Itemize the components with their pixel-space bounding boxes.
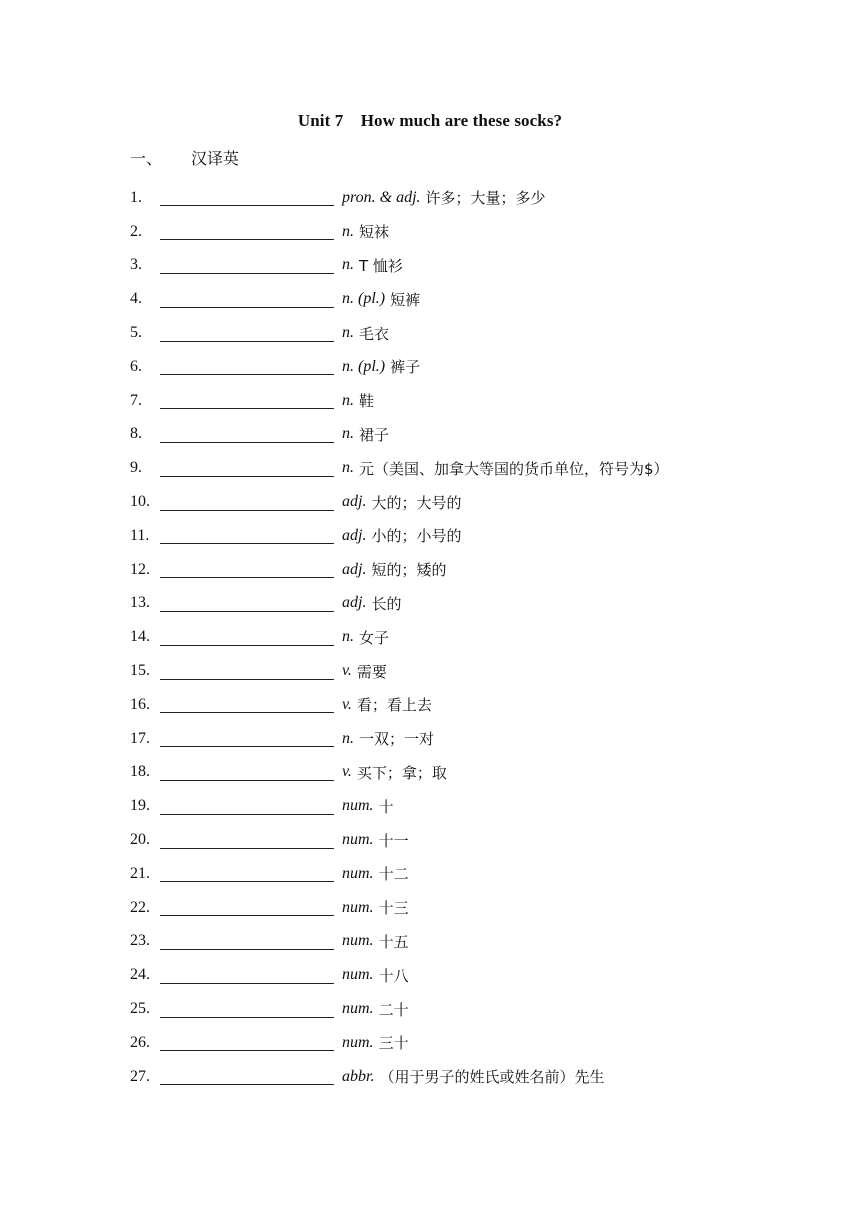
item-number: 16. <box>130 695 150 713</box>
list-item <box>130 722 810 756</box>
item-number: 7. <box>130 391 142 409</box>
chinese-meaning: 十 <box>378 797 394 816</box>
section-label: 汉译英 <box>191 151 240 168</box>
chinese-meaning: 裤子 <box>390 358 421 377</box>
list-item <box>130 992 810 1026</box>
list-item <box>130 891 810 925</box>
answer-blank[interactable] <box>160 525 334 544</box>
list-item <box>130 925 810 959</box>
item-number: 10. <box>130 493 150 511</box>
part-of-speech: n. (pl.) <box>342 357 386 375</box>
chinese-meaning: 十三 <box>378 899 409 918</box>
chinese-meaning: 二十 <box>378 1000 409 1019</box>
chinese-meaning: 女子 <box>359 628 390 647</box>
section-heading <box>130 146 239 169</box>
chinese-meaning: 短的；矮的 <box>371 561 447 580</box>
part-of-speech: n. <box>342 391 354 409</box>
item-number: 11. <box>130 526 150 544</box>
chinese-meaning: 需要 <box>356 662 387 681</box>
answer-blank[interactable] <box>160 762 334 781</box>
list-item <box>130 1026 810 1060</box>
answer-blank[interactable] <box>160 897 334 916</box>
vocabulary-list <box>130 181 810 1094</box>
part-of-speech: adj. <box>342 594 367 612</box>
chinese-meaning: 买下；拿；取 <box>356 763 447 782</box>
part-of-speech: n. <box>342 425 354 443</box>
item-number: 15. <box>130 662 150 680</box>
part-of-speech: n. <box>342 459 354 477</box>
part-of-speech: num. <box>342 966 374 984</box>
chinese-meaning: 十八 <box>378 966 409 985</box>
answer-blank[interactable] <box>160 390 334 409</box>
list-item <box>130 958 810 992</box>
item-number: 17. <box>130 729 150 747</box>
answer-blank[interactable] <box>160 559 334 578</box>
list-item <box>130 316 810 350</box>
item-number: 14. <box>130 628 150 646</box>
answer-blank[interactable] <box>160 458 334 477</box>
part-of-speech: n. <box>342 324 354 342</box>
answer-blank[interactable] <box>160 187 334 206</box>
chinese-meaning: 小的；小号的 <box>371 527 462 546</box>
list-item <box>130 756 810 790</box>
answer-blank[interactable] <box>160 593 334 612</box>
chinese-meaning: 十五 <box>378 932 409 951</box>
item-number: 25. <box>130 1000 150 1018</box>
part-of-speech: n. (pl.) <box>342 290 386 308</box>
chinese-meaning: 裙子 <box>359 425 390 444</box>
chinese-meaning: 短裤 <box>390 290 421 309</box>
part-of-speech: num. <box>342 898 374 916</box>
item-number: 4. <box>130 290 142 308</box>
part-of-speech: adj. <box>342 526 367 544</box>
part-of-speech: pron. & adj. <box>342 188 421 206</box>
chinese-meaning: 鞋 <box>359 392 375 411</box>
list-item <box>130 553 810 587</box>
chinese-meaning: T 恤衫 <box>359 256 403 275</box>
list-item <box>130 654 810 688</box>
list-item <box>130 1060 810 1094</box>
answer-blank[interactable] <box>160 221 334 240</box>
page-title: Unit 7 How much are these socks? <box>297 111 563 130</box>
answer-blank[interactable] <box>160 931 334 950</box>
chinese-meaning: 十一 <box>378 831 409 850</box>
part-of-speech: num. <box>342 864 374 882</box>
list-item <box>130 857 810 891</box>
answer-blank[interactable] <box>160 627 334 646</box>
list-item <box>130 789 810 823</box>
answer-blank[interactable] <box>160 728 334 747</box>
section-number: 一、 <box>130 151 163 168</box>
list-item <box>130 350 810 384</box>
chinese-meaning: 元（美国、加拿大等国的货币单位，符号为$） <box>359 459 669 478</box>
list-item <box>130 181 810 215</box>
chinese-meaning: 三十 <box>378 1034 409 1053</box>
part-of-speech: n. <box>342 222 354 240</box>
answer-blank[interactable] <box>160 323 334 342</box>
part-of-speech: num. <box>342 1033 374 1051</box>
answer-blank[interactable] <box>160 289 334 308</box>
answer-blank[interactable] <box>160 492 334 511</box>
part-of-speech: num. <box>342 932 374 950</box>
list-item <box>130 384 810 418</box>
list-item <box>130 249 810 283</box>
chinese-meaning: 一双；一对 <box>359 730 435 749</box>
list-item <box>130 485 810 519</box>
item-number: 6. <box>130 357 142 375</box>
answer-blank[interactable] <box>160 1066 334 1085</box>
answer-blank[interactable] <box>160 661 334 680</box>
item-number: 5. <box>130 324 142 342</box>
part-of-speech: n. <box>342 628 354 646</box>
item-number: 26. <box>130 1033 150 1051</box>
part-of-speech: num. <box>342 1000 374 1018</box>
item-number: 23. <box>130 932 150 950</box>
part-of-speech: adj. <box>342 560 367 578</box>
list-item <box>130 451 810 485</box>
chinese-meaning: 毛衣 <box>359 324 390 343</box>
answer-blank[interactable] <box>160 863 334 882</box>
chinese-meaning: 十二 <box>378 865 409 884</box>
list-item <box>130 688 810 722</box>
item-number: 21. <box>130 864 150 882</box>
part-of-speech: v. <box>342 763 352 781</box>
answer-blank[interactable] <box>160 965 334 984</box>
list-item <box>130 587 810 621</box>
part-of-speech: v. <box>342 695 352 713</box>
answer-blank[interactable] <box>160 999 334 1018</box>
part-of-speech: n. <box>342 729 354 747</box>
chinese-meaning: 看；看上去 <box>356 696 432 715</box>
item-number: 27. <box>130 1067 150 1085</box>
answer-blank[interactable] <box>160 255 334 274</box>
item-number: 9. <box>130 459 142 477</box>
list-item <box>130 215 810 249</box>
list-item <box>130 823 810 857</box>
answer-blank[interactable] <box>160 694 334 713</box>
answer-blank[interactable] <box>160 1032 334 1051</box>
part-of-speech: n. <box>342 256 354 274</box>
item-number: 1. <box>130 188 142 206</box>
part-of-speech: num. <box>342 831 374 849</box>
chinese-meaning: 长的 <box>371 594 402 613</box>
item-number: 3. <box>130 256 142 274</box>
list-item <box>130 620 810 654</box>
item-number: 12. <box>130 560 150 578</box>
item-number: 24. <box>130 966 150 984</box>
chinese-meaning: 大的；大号的 <box>371 493 462 512</box>
item-number: 13. <box>130 594 150 612</box>
answer-blank[interactable] <box>160 796 334 815</box>
part-of-speech: v. <box>342 662 352 680</box>
item-number: 8. <box>130 425 142 443</box>
item-number: 20. <box>130 831 150 849</box>
answer-blank[interactable] <box>160 830 334 849</box>
item-number: 22. <box>130 898 150 916</box>
chinese-meaning: 短袜 <box>359 223 390 242</box>
chinese-meaning: （用于男子的姓氏或姓名前）先生 <box>379 1068 605 1087</box>
chinese-meaning: 许多；大量；多少 <box>425 189 546 208</box>
item-number: 19. <box>130 797 150 815</box>
item-number: 18. <box>130 763 150 781</box>
list-item <box>130 418 810 452</box>
list-item <box>130 282 810 316</box>
answer-blank[interactable] <box>160 356 334 375</box>
answer-blank[interactable] <box>160 424 334 443</box>
list-item <box>130 519 810 553</box>
item-number: 2. <box>130 222 142 240</box>
part-of-speech: num. <box>342 797 374 815</box>
part-of-speech: adj. <box>342 493 367 511</box>
part-of-speech: abbr. <box>342 1067 375 1085</box>
